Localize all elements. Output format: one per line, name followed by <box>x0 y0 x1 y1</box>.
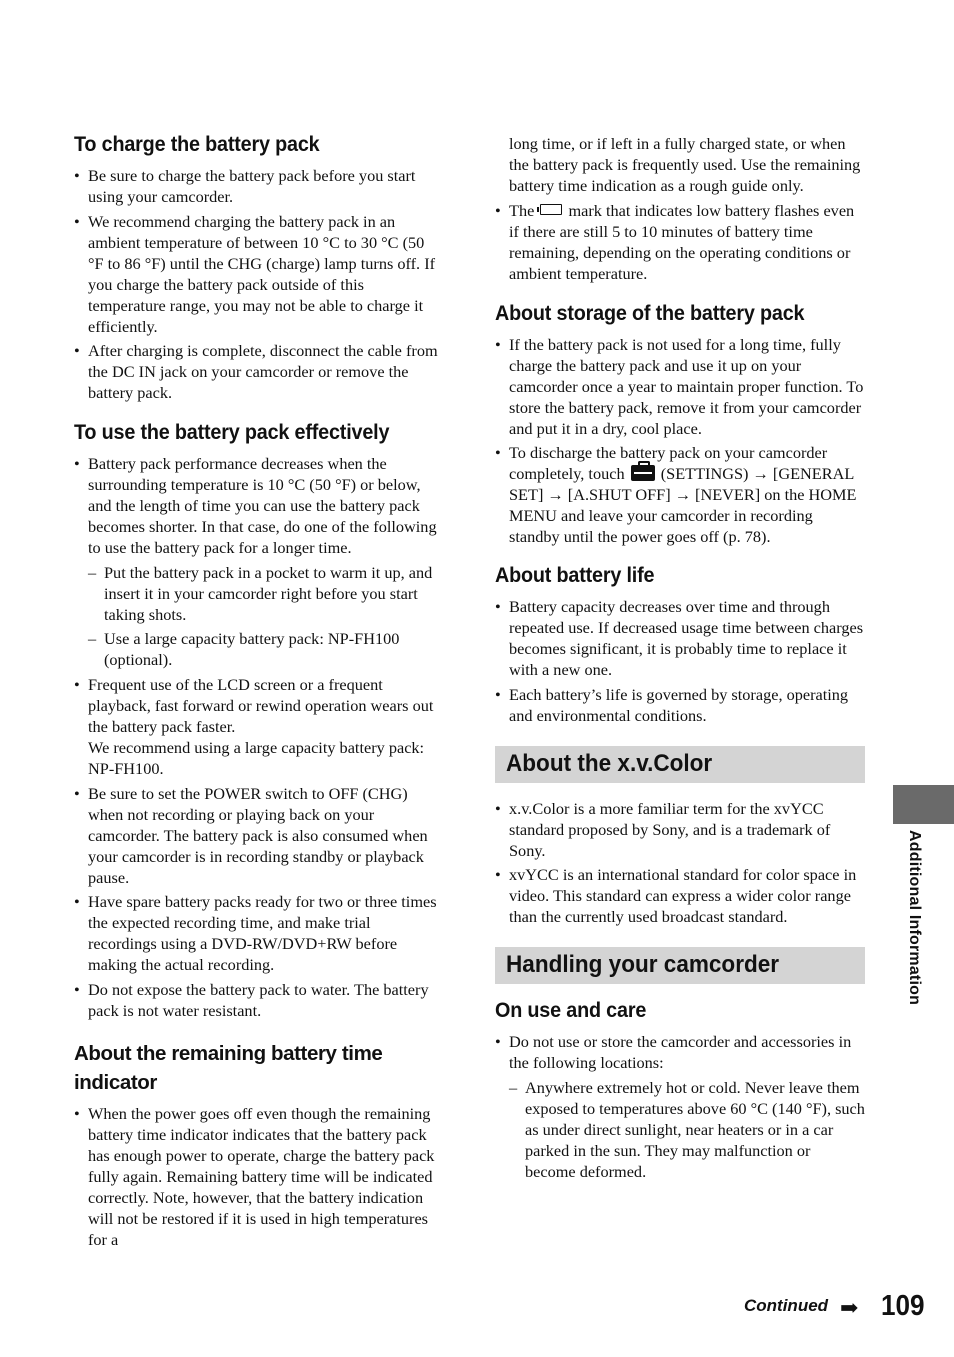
list-paragraph: We recommend using a large capacity battery pack: NP-FH100. <box>88 738 425 778</box>
list-item: • When the power goes off even though the remaining battery time indicator indicates that the battery pack has enough power to operate, charge the battery pack fully again. Remaining battery time will be indicated correctly. Note, however, that the battery indication will not be restored if it is used in high temperatures for a <box>74 1103 442 1250</box>
arrow-right-icon: ➡ <box>840 1295 859 1320</box>
list-item: • We recommend charging the battery pack in an ambient temperature of between 10 °C to 30 °C (50 °F to 86 °F) until the CHG (charge) lamp turns off. If you charge the battery pack outside of this temperature range, you may not be able to charge it efficiently. <box>74 211 442 337</box>
heading-battery-life: About battery life <box>495 563 655 587</box>
storage-list <box>495 334 865 548</box>
list-item: • Battery pack performance decreases when the surrounding temperature is 10 °C (50 °F) or below, and the length of time you can use the battery pack becomes shorter. In that case, do one of the following to use the battery pack for a longer time. <box>74 453 442 558</box>
section-tab-marker <box>893 785 954 824</box>
list-item: • Do not use or store the camcorder and accessories in the following locations: <box>495 1031 865 1073</box>
charge-list <box>74 165 442 403</box>
list-item: • Battery capacity decreases over time and through repeated use. If decreased usage time between charges becomes significant, it is probably time to replace it with a new one. <box>495 596 865 680</box>
discharge-text-pre: To discharge the battery pack on your camcorder completely, touch <box>509 443 828 483</box>
list-item: • x.v.Color is a more familiar term for the xvYCC standard proposed by Sony, and is a trademark of Sony. <box>495 798 865 861</box>
battery-life-list <box>495 596 865 726</box>
remaining-list <box>74 1103 442 1250</box>
list-item: • Have spare battery packs ready for two or three times the expected recording time, and make trial recordings using a DVD-RW/DVD+RW before making the actual recording. <box>74 891 442 975</box>
section-band-xvcolor <box>495 746 865 783</box>
effective-list <box>74 453 442 1021</box>
heading-use-care: On use and care <box>495 998 647 1022</box>
heading-storage: About storage of the battery pack <box>495 300 805 325</box>
use-care-list <box>495 1031 865 1182</box>
xvcolor-list <box>495 798 865 928</box>
list-item: • Be sure to set the POWER switch to OFF (CHG) when not recording or playing back on your camcorder. The battery pack is also consumed when your camcorder is in recording standby or playback pause. <box>74 783 442 888</box>
side-section-label: Additional Information <box>906 830 923 1006</box>
list-item: • Do not expose the battery pack to water. The battery pack is not water resistant. <box>74 979 442 1021</box>
list-item: • If the battery pack is not used for a long time, fully charge the battery pack and use it up on your camcorder once a year to maintain proper function. To store the battery pack, remove it from your camcorder and put it in a dry, cool place. <box>495 334 865 439</box>
band-title: About the x.v.Color <box>506 749 713 777</box>
right-column <box>495 120 865 1185</box>
battery-empty-icon <box>540 204 562 215</box>
lowbat-text-pre: The <box>509 200 535 220</box>
dash-item: – Use a large capacity battery pack: NP-FH100 (optional). <box>74 628 442 670</box>
list-item <box>495 442 865 547</box>
band-title: Handling your camcorder <box>506 951 780 978</box>
settings-toolbox-icon <box>631 465 655 481</box>
list-item: • Each battery’s life is governed by storage, operating and environmental conditions. <box>495 684 865 726</box>
list-item: • Frequent use of the LCD screen or a frequent playback, fast forward or rewind operation wears out the battery pack faster. <box>74 674 442 737</box>
list-item <box>495 200 865 284</box>
dash-item: – Anywhere extremely hot or cold. Never leave them exposed to temperatures above 60 °C (140 °F), such as under direct sunlight, near heaters or in a car parked in the sun. They may malfunction or become deformed. <box>495 1077 865 1182</box>
heading-charge: To charge the battery pack <box>74 132 320 156</box>
list-item: • After charging is complete, disconnect the cable from the DC IN jack on your camcorder or remove the battery pack. <box>74 340 442 403</box>
list-item: • Be sure to charge the battery pack before you start using your camcorder. <box>74 165 442 207</box>
list-item: • xvYCC is an international standard for color space in video. This standard can express a wider color range than the currently used broadcast standard. <box>495 864 865 927</box>
heading-effective: To use the battery pack effectively <box>74 420 390 444</box>
lowbat-text-post: mark that indicates low battery flashes even if there are still 5 to 10 minutes of battery time remaining, depending on the operating conditions or ambient temperature. <box>509 200 855 283</box>
discharge-text-post: (SETTINGS) → [GENERAL SET] → [A.SHUT OFF] → [NEVER] on the HOME MENU and leave your camcorder in recording standby until the power goes off (p. 78). <box>509 464 857 546</box>
continued-label: Continued <box>744 1296 829 1315</box>
left-column <box>74 120 442 1253</box>
continued-paragraph: long time, or if left in a fully charged state, or when the battery pack is frequently used. Use the remaining battery time indication as a rough guide only. <box>509 134 861 195</box>
low-battery-list <box>495 200 865 284</box>
dash-item: – Put the battery pack in a pocket to warm it up, and insert it in your camcorder right before you start taking shots. <box>74 562 442 625</box>
section-band-handling <box>495 947 865 984</box>
page-number: 109 <box>881 1290 925 1322</box>
heading-remaining-indicator: About the remaining battery time indicator <box>74 1041 383 1094</box>
